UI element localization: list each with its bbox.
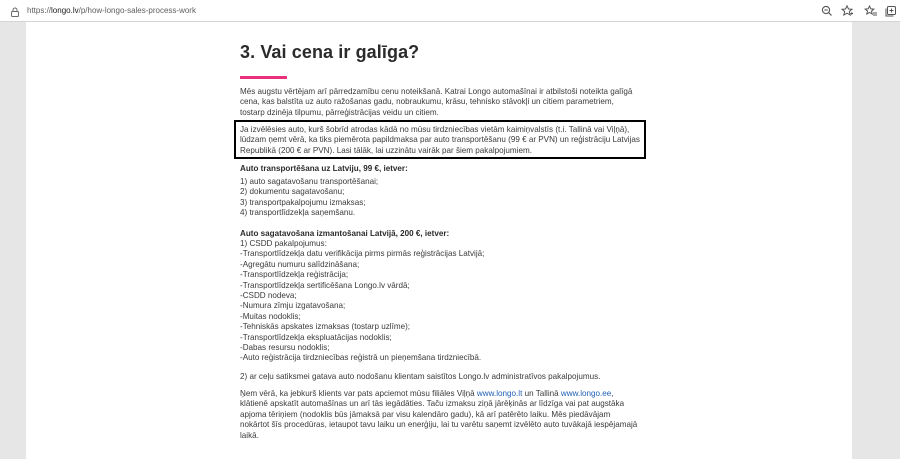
footer-text-start: Ņem vērā, ka jebkurš klients var pats apciemot mūsu filiāles Viļņā [240,389,477,398]
title-underline [240,76,287,79]
list-item: -Transportlīdzekļa sertificēšana Longo.lv vārdā; [240,280,410,290]
zoom-icon[interactable] [820,4,834,18]
registration-heading: Auto sagatavošana izmantošanai Latvijā, 200 €, ietver: [240,229,450,238]
list-item: -Tehniskās apskates izmaksas (tostarp uzlīme); [240,322,411,332]
list-item: -Transportlīdzekļa reģistrācija; [240,270,349,280]
footer-text-end: , klātienē apskatīt automašīnas un arī tās iegādāties. Taču izmaksu ziņā jārēķinās ar līdzīga vai pat augstāka apjoma tēriņiem (nodoklis būs jāmaksā par visu kalendāro gadu), kā arī patērēto laiku. Mēs piedāvājam nokārtot šīs procedūras, ietaupot tavu laiku un enerģiju, lai tu varētu saņemt izvēlēto auto tuvākajā iespējamajā laikā. [240,389,638,440]
longo-lt-link[interactable]: www.longo.lt [476,389,523,398]
favorites-icon[interactable] [864,4,878,18]
registration-item-2: 2) ar ceļu satiksmei gatava auto nodošanu klientam saistītos Longo.lv administratīvos pakalpojumus. [240,372,601,381]
favorite-star-icon[interactable] [840,4,854,18]
list-item: -Agregātu numuru salīdzināšana; [240,259,360,269]
lock-icon[interactable] [9,5,21,17]
list-item: -Muitas nodoklis; [240,311,301,321]
list-item: -CSDD nodeva; [240,291,297,301]
list-item: -Dabas resursu nodoklis; [240,343,330,353]
highlight-paragraph: Ja izvēlēsies auto, kurš šobrīd atrodas kādā no mūsu tirdzniecības vietām kaimiņvalstīs (t.i. Tallinā vai Viļņā), lūdzam ņemt vērā, ka tiks piemērota papildmaksa par auto transportēšanu (99 € ar PVN) un reģistrāciju Latvijas Republikā (200 € ar PVN). Lasi tālāk, lai uzzinātu vairāk par šiem pakalpojumiem. [240,125,640,155]
list-item: -Transportlīdzekļa datu verifikācija pirms pirmās reģistrācijas Latvijā; [240,249,485,259]
footer-paragraph [240,389,640,441]
url-path: /p/how-longo-sales-process-work [78,6,196,15]
list-item: 1) CSDD pakalpojumus: [240,239,327,248]
intro-paragraph: Mēs augstu vērtējam arī pārredzamību cenu noteikšanā. Katrai Longo automašīnai ir atbilstoši noteikta galīgā cena, kas balstīta uz auto ražošanas gadu, nobraukumu, krāsu, tehnisko stāvokļi un citiem parametriem, tostarp dzinēja tilpumu, pārreģistrācijas veidu un citiem. [240,87,633,117]
list-item: 4) transportlīdzekļa saņemšanu. [240,208,356,218]
list-item: -Auto reģistrācija tirdzniecības reģistrā un pieņemšana tirdzniecībā. [240,353,482,363]
list-item: 3) transportpakalpojumu izmaksas; [240,197,366,207]
page-content [26,22,852,459]
url-prefix: https:// [27,6,52,15]
address-bar[interactable] [27,4,196,18]
list-item: -Transportlīdzekļa ekspluatācijas nodoklis; [240,332,392,342]
footer-text-mid: un Tallinā [522,389,561,398]
page-title: 3. Vai cena ir galīga? [240,42,420,62]
list-item: -Numura zīmju izgatavošana; [240,301,346,311]
list-item: 2) dokumentu sagatavošanu; [240,187,345,197]
transport-heading: Auto transportēšana uz Latviju, 99 €, ietver: [240,164,408,173]
url-host: longo.lv [51,6,79,15]
list-item: 1) auto sagatavošanu transportēšanai; [240,177,379,186]
transport-list [240,177,640,219]
collections-icon[interactable] [884,4,898,18]
browser-toolbar [0,0,900,22]
registration-list [240,239,640,364]
longo-ee-link[interactable]: www.longo.ee [560,389,612,398]
